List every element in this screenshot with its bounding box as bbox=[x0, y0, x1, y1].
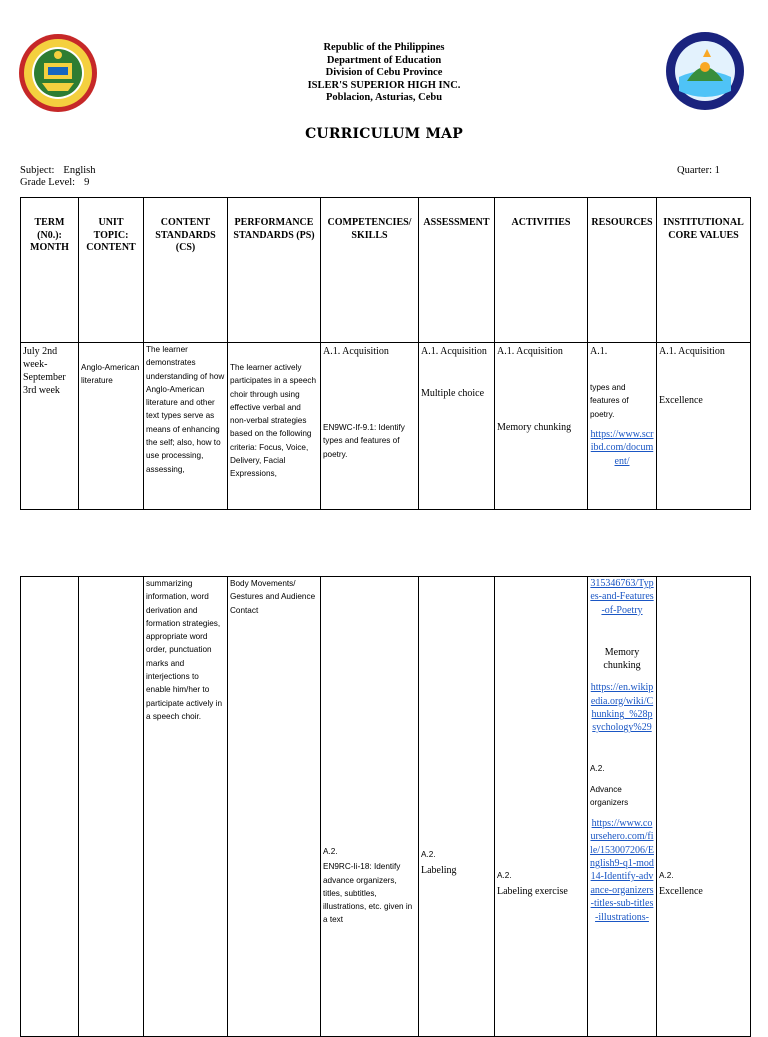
resources-cell bbox=[588, 343, 657, 510]
subject-value: English bbox=[63, 165, 96, 176]
core-values-cell bbox=[657, 577, 751, 1037]
table-row bbox=[21, 577, 751, 1037]
subject-label: Subject: bbox=[20, 165, 55, 176]
header-school: ISLER'S SUPERIOR HIGH INC. bbox=[307, 79, 461, 91]
col-header-activities: ACTIVITIES bbox=[495, 198, 588, 343]
competency-heading: A.2. bbox=[323, 847, 338, 856]
table-row bbox=[21, 343, 751, 510]
activity-text: Labeling exercise bbox=[497, 886, 568, 898]
header-address: Poblacion, Asturias, Cebu bbox=[325, 92, 443, 104]
resource-link[interactable]: https://en.wikipedia.org/wiki/Chunking_%28psychology%29 bbox=[590, 682, 654, 734]
quarter: Quarter: 1 bbox=[677, 165, 720, 176]
resource-text: types and features of poetry. bbox=[590, 383, 629, 419]
activities-cell bbox=[495, 577, 588, 1037]
resource-text: Memory chunking bbox=[603, 647, 641, 672]
core-values-cell bbox=[657, 343, 751, 510]
col-header-core-values: INSTITUTIONAL CORE VALUES bbox=[657, 198, 751, 343]
col-header-assessment: ASSESSMENT bbox=[419, 198, 495, 343]
performance-standards-cell: Body Movements/ Gestures and Audience Contact bbox=[228, 577, 321, 1037]
curriculum-table bbox=[20, 197, 751, 510]
resource-link[interactable]: https://www.scribd.com/document/ bbox=[590, 428, 654, 467]
assessment-heading: A.2. bbox=[421, 850, 436, 859]
activity-heading: A.1. Acquisition bbox=[497, 346, 563, 357]
core-value-heading: A.1. Acquisition bbox=[659, 346, 725, 357]
competency-text: EN9WC-If-9.1: Identify types and features of poetry. bbox=[323, 423, 405, 459]
resources-cell bbox=[588, 577, 657, 1037]
assessment-heading: A.1. Acquisition bbox=[421, 346, 487, 357]
grade-value: 9 bbox=[84, 177, 90, 188]
activity-heading: A.2. bbox=[497, 871, 512, 880]
header-row bbox=[21, 198, 751, 343]
activities-cell bbox=[495, 343, 588, 510]
assessment-text: Multiple choice bbox=[421, 388, 485, 399]
term-cell bbox=[21, 577, 79, 1037]
core-value-text: Excellence bbox=[659, 395, 703, 406]
resource-heading: A.1. bbox=[590, 346, 608, 357]
resource-heading: A.2. bbox=[590, 763, 605, 773]
col-header-term: TERM (N0.): MONTH bbox=[21, 198, 79, 343]
activity-text: Memory chunking bbox=[497, 422, 572, 433]
competencies-cell bbox=[321, 343, 419, 510]
content-standards-cell: summarizing information, word derivation and formation strategies, appropriate word order, punctuation marks and interjections to enable him/her to participate actively in a speech choir. bbox=[144, 577, 228, 1037]
header-department: Department of Education bbox=[326, 54, 442, 66]
resource-text: Advance organizers bbox=[590, 785, 629, 808]
col-header-content-standards: CONTENT STANDARDS (CS) bbox=[144, 198, 228, 343]
assessment-text: Labeling bbox=[421, 865, 457, 877]
competency-heading: A.1. Acquisition bbox=[323, 346, 389, 357]
resource-link[interactable]: 315346763/Types-and-Features-of-Poetry bbox=[590, 578, 654, 616]
curriculum-table-continued bbox=[20, 576, 751, 1037]
col-header-performance-standards: PERFORMANCE STANDARDS (PS) bbox=[228, 198, 321, 343]
header-republic: Republic of the Philippines bbox=[323, 42, 445, 53]
competency-text: EN9RC-Ii-18: Identify advance organizers, titles, subtitles, illustrations, etc. given in a text bbox=[323, 862, 413, 925]
header-division: Division of Cebu Province bbox=[325, 67, 443, 79]
core-value-heading: A.2. bbox=[659, 871, 674, 880]
col-header-unit: UNIT TOPIC: CONTENT bbox=[79, 198, 144, 343]
unit-cell: Anglo-American literature bbox=[79, 343, 144, 510]
term-cell: July 2nd week-September 3rd week bbox=[21, 343, 79, 510]
performance-standards-cell: The learner actively participates in a speech choir through using effective verbal and non-verbal strategies based on the following criteria: Focus, Voice, Delivery, Facial Expressions, bbox=[228, 343, 321, 510]
document-title: CURRICULUM MAP bbox=[305, 126, 463, 142]
resource-link[interactable]: https://www.coursehero.com/file/153007206/English9-q1-mod14-Identify-advance-organizers-titles-sub-titles-illustrations- bbox=[590, 817, 654, 923]
competencies-cell bbox=[321, 577, 419, 1037]
unit-cell bbox=[79, 577, 144, 1037]
assessment-cell bbox=[419, 343, 495, 510]
letterhead bbox=[0, 42, 768, 105]
col-header-competencies: COMPETENCIES/ SKILLS bbox=[321, 198, 419, 343]
core-value-text: Excellence bbox=[659, 886, 703, 898]
col-header-resources: RESOURCES bbox=[588, 198, 657, 343]
grade-label: Grade Level: bbox=[20, 177, 76, 188]
subject-grade-block bbox=[20, 165, 96, 189]
assessment-cell bbox=[419, 577, 495, 1037]
content-standards-cell: The learner demonstrates understanding of how Anglo-American literature and other text types serve as means of enhancing the self; also, how to use processing, assessing, bbox=[144, 343, 228, 510]
